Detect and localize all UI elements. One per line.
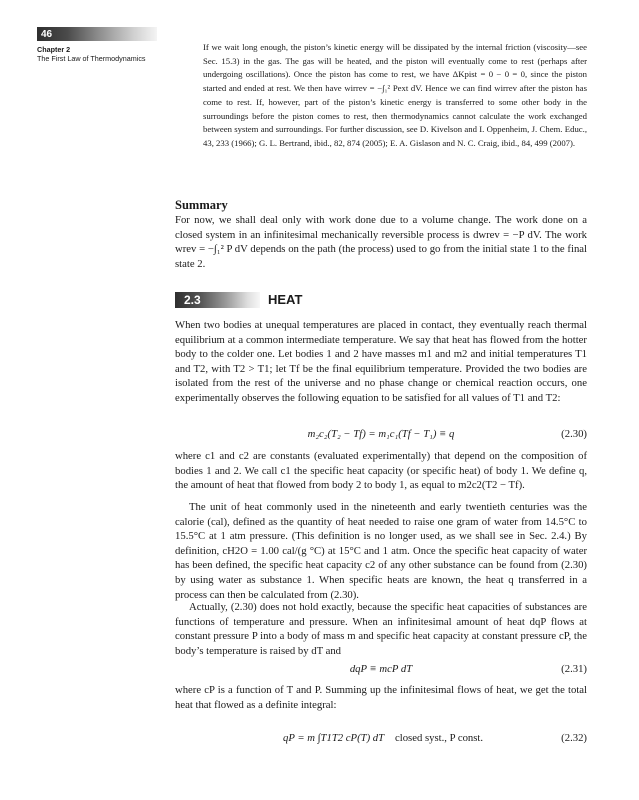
section-title: HEAT [268,292,303,307]
summary-block [175,213,587,271]
paragraph-3-text: The unit of heat commonly used in the nineteenth and early twentieth centuries was the calorie (cal), defined as the quantity of heat needed to raise one gram of water from 14.5°C to 15.5°C at 1 atm pressure. (This definition is no longer used, as we shall see in Sec. 2.4.) By definition, cH2O = 1.00 cal/(g °C) at 15°C and 1 atm. Once the specific heat capacity of water has been defined, the specific heat capacity c2 of any other substance can be found from (2.30) by using water as substance 1. When specific heats are known, the heat q transferred in a process can then be calculated from (2.30). [175,501,587,601]
summary-heading: Summary [175,198,228,212]
chapter-label: Chapter 2 [37,45,71,54]
paragraph-2-text: where c1 and c2 are constants (evaluated experimentally) that depend on the composition of bodies 1 and 2. We call c1 the specific heat capacity (or specific heat) of body 1. We define q, the amount of heat that flowed from body 2 to body 1, as equal to m2c2(T2 − Tf). [175,450,587,492]
equation-2-32-expr: qP = m ∫T1T2 cP(T) dT [283,732,385,744]
paragraph-4-text: Actually, (2.30) does not hold exactly, because the specific heat capacities of substances are functions of temperature and pressure. When an infinitesimal amount of heat dqP flows at constant pressure P into a body of mass m and specific heat capacity at constant pressure cP, the body’s temperature is raised by dT and [175,601,587,657]
equation-2-30 [175,428,587,446]
paragraph-1-text: When two bodies at unequal temperatures are placed in contact, they eventually reach thermal equilibrium at a common intermediate temperature. We say that heat has flowed from the hotter body to the colder one. Let bodies 1 and 2 have masses m1 and m2 and initial temperatures T1 and T2, with T2 > T1; let Tf be the final equilibrium temperature. Provided the two bodies are isolated from the rest of the universe and no phase change or chemical reaction occurs, one experimentally observes the following equation to be satisfied for all values of T1 and T2: [175,319,587,404]
running-head [37,45,146,63]
equation-2-31 [175,663,587,681]
footnote-paragraph [203,41,587,151]
page-number: 46 [41,28,53,40]
paragraph-1 [175,318,587,406]
paragraph-2 [175,449,587,493]
paragraph-5-text: where cP is a function of T and P. Summing up the infinitesimal flows of heat, we get the total heat that flowed as a definite integral: [175,684,587,711]
summary-text: For now, we shall deal only with work done due to a volume change. The work done on a closed system in an infinitesimal mechanically reversible process is dwrev = −P dV. The work wrev = −∫₁² P dV depends on the path (the process) used to go from the initial state 1 to the final state 2. [175,214,587,270]
section-number-bar [175,292,260,308]
paragraph-5 [175,683,587,712]
page-number-bar [37,27,157,41]
equation-2-30-number: (2.30) [561,428,587,440]
paragraph-4 [175,600,587,658]
paragraph-3 [175,500,587,602]
section-number: 2.3 [184,293,201,307]
equation-2-31-number: (2.31) [561,663,587,675]
equation-2-32 [175,720,587,780]
equation-2-31-expr: dqP ≡ mcP dT [349,663,413,675]
equation-2-30-expr: m₂c₂(T₂ − Tf) = m₁c₁(Tf − T₁) ≡ q [307,428,455,440]
equation-2-32-number: (2.32) [561,732,587,744]
equation-2-32-condition: closed syst., P const. [395,732,484,744]
chapter-title: The First Law of Thermodynamics [37,54,146,63]
footnote-text: If we wait long enough, the piston’s kinetic energy will be dissipated by the internal friction (viscosity—see Sec. 15.3) in the gas. The gas will be heated, and the piston will eventually come to rest (perhaps after undergoing oscillations). Once the piston has come to rest, we have ΔKpist = 0 − 0 = 0, since the piston started and ended at rest. We then have wirrev = −∫₁² Pext dV. Hence we can find wirrev after the piston has come to rest. If, however, part of the piston’s kinetic energy is transferred to some other body in the surroundings before the piston comes to rest, then thermodynamics cannot calculate the work exchanged between system and surroundings. For further discussion, see D. Kivelson and I. Oppenheim, J. Chem. Educ., 43, 233 (1966); G. L. Bertrand, ibid., 82, 874 (2005); E. A. Gislason and N. C. Craig, ibid., 84, 499 (2007). [203,42,587,148]
